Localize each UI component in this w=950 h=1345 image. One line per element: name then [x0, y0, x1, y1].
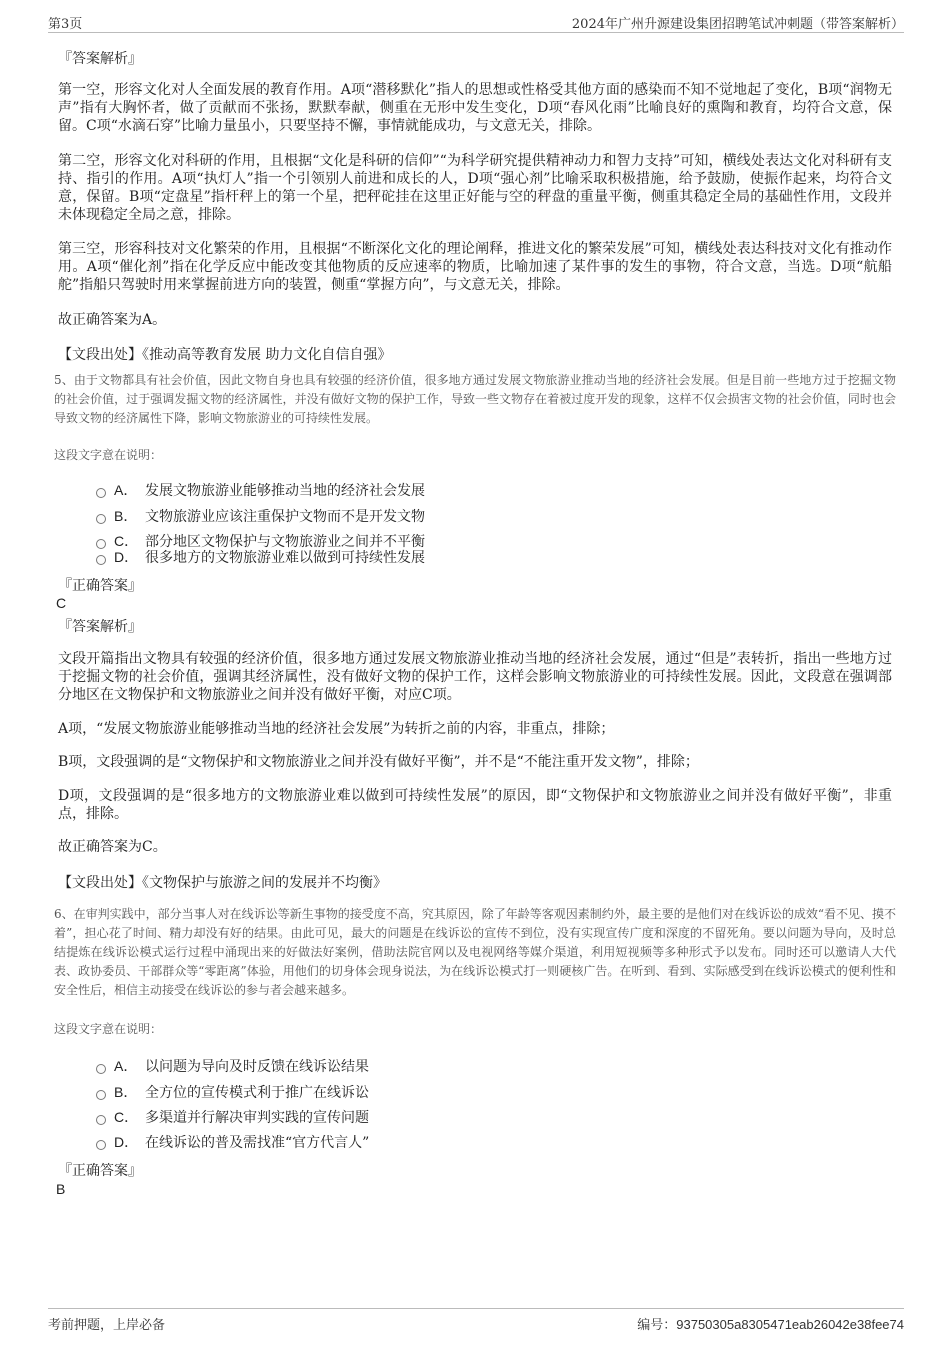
analysis-paragraph-3: B项，文段强调的是“文物保护和文物旅游业之间并没有做好平衡”，并不是“不能注重开发文物”，排除； [58, 754, 699, 770]
question-6-prompt: 这段文字意在说明： [54, 1022, 163, 1036]
page-number: 第3页 [48, 17, 83, 32]
correct-answer-value: C [56, 595, 67, 611]
passage-source: 【文段出处】《推动高等教育发展 助力文化自信自强》 [58, 347, 392, 363]
question-6-option-c[interactable]: C． 多渠道并行解决审判实践的宣传问题 [96, 1107, 369, 1127]
option-text: 文物旅游业应该注重保护文物而不是开发文物 [145, 509, 425, 525]
page-footer [48, 1308, 904, 1333]
document-code-label: 编号： [637, 1317, 677, 1332]
document-code [637, 1314, 904, 1333]
question-5-text: 5、由于文物都具有社会价值，因此文物自身也具有较强的经济价值，很多地方通过发展文物旅游业推动当地的经济社会发展。但是目前一些地方过于挖掘文物的社会价值，过于强调发掘文物的经济属性，并没有做好文物的保护工作，导致一些文物存在着被过度开发的现象，这样不仅会损害文物的社会价值，同时也会导致文物的经济属性下降，影响文物旅游业的可持续性发展。 [54, 373, 896, 425]
question-5-prompt: 这段文字意在说明： [54, 448, 163, 462]
radio-icon[interactable] [96, 1115, 106, 1125]
analysis-paragraph-3: 第三空，形容科技对文化繁荣的作用，且根据“不断深化文化的理论阐释，推进文化的繁荣发展”可知，横线处表达科技对文化有推动作用。A项“催化剂”指在化学反应中能改变其他物质的反应速率的物质，比喻加速了某件事的发生的事物，符合文意，当选。D项“航船舵”指船只驾驶时用来掌握前进方向的装置，侧重“掌握方向”，与文意无关，排除。 [58, 241, 892, 293]
radio-icon[interactable] [96, 555, 106, 565]
analysis-paragraph-4: D项，文段强调的是“很多地方的文物旅游业难以做到可持续性发展”的原因，即“文物保护和文物旅游业之间并没有做好平衡”，非重点，排除。 [58, 788, 892, 822]
radio-icon[interactable] [96, 1090, 106, 1100]
analysis-conclusion: 故正确答案为A。 [58, 312, 167, 328]
page-header [48, 10, 904, 33]
passage-source: 【文段出处】《文物保护与旅游之间的发展并不均衡》 [58, 875, 387, 891]
correct-answer-label: 『正确答案』 [58, 1163, 142, 1179]
analysis-paragraph-1: 第一空，形容文化对人全面发展的教育作用。A项“潜移默化”指人的思想或性格受其他方面的感染而不知不觉地起了变化，B项“润物无声”指有大胸怀者，做了贡献而不张扬，默默奉献，侧重在无形中发生变化，D项“春风化雨”比喻良好的熏陶和教育，均符合文意，保留。C项“水滴石穿”比喻力量虽小，只要坚持不懈，事情就能成功，与文意无关，排除。 [58, 82, 892, 134]
option-text: 发展文物旅游业能够推动当地的经济社会发展 [145, 483, 425, 499]
question-6-text: 6、在审判实践中，部分当事人对在线诉讼等新生事物的接受度不高，究其原因，除了年龄等客观因素制约外，最主要的是他们对在线诉讼的成效“看不见、摸不着”，担心花了时间、精力却没有好的结果。由此可见，最大的问题是在线诉讼的宣传不到位，没有实现宣传广度和深度的不留死角。要以问题为导向，及时总结提炼在线诉讼模式运行过程中涌现出来的好做法好案例，借助法院官网以及电视网络等媒介渠道，利用短视频等多种形式予以发布。同时还可以邀请人大代表、政协委员、干部群众等“零距离”体验，用他们的切身体会现身说法，为在线诉讼模式打一则硬核广告。在听到、看到、实际感受到在线诉讼模式的便利性和安全性后，相信主动接受在线诉讼的参与者会越来越多。 [54, 907, 896, 997]
analysis-conclusion: 故正确答案为C。 [58, 839, 167, 855]
question-5-option-d[interactable]: D． 很多地方的文物旅游业难以做到可持续性发展 [96, 547, 425, 567]
question-5-option-a[interactable]: A． 发展文物旅游业能够推动当地的经济社会发展 [96, 480, 425, 500]
question-6-option-b[interactable]: B． 全方位的宣传模式利于推广在线诉讼 [96, 1082, 369, 1102]
analysis-label: 『答案解析』 [58, 51, 142, 67]
option-text: 多渠道并行解决审判实践的宣传问题 [145, 1110, 369, 1126]
analysis-paragraph-2: A项，“发展文物旅游业能够推动当地的经济社会发展”为转折之前的内容，非重点，排除； [58, 721, 615, 737]
correct-answer-value: B [56, 1181, 66, 1197]
option-text: 部分地区文物保护与文物旅游业之间并不平衡 [145, 534, 425, 550]
option-text: 全方位的宣传模式利于推广在线诉讼 [145, 1085, 369, 1101]
question-6-option-d[interactable]: D． 在线诉讼的普及需找准“官方代言人” [96, 1132, 369, 1152]
radio-icon[interactable] [96, 1064, 106, 1074]
footer-slogan: 考前押题，上岸必备 [48, 1318, 166, 1333]
question-5-option-b[interactable]: B． 文物旅游业应该注重保护文物而不是开发文物 [96, 506, 425, 526]
radio-icon[interactable] [96, 488, 106, 498]
analysis-paragraph-2: 第二空，形容文化对科研的作用，且根据“文化是科研的信仰”“为科学研究提供精神动力和智力支持”可知，横线处表达文化对科研有支持、指引的作用。A项“执灯人”指一个引领别人前进和成长的人，D项“强心剂”比喻采取积极措施，给予鼓励，使振作起来，均符合文意，保留。B项“定盘星”指杆秤上的第一个星，把秤砣挂在这里正好能与空的秤盘的重量平衡，侧重其稳定全局的基础性作用，文段并未体现稳定全局之意，排除。 [58, 153, 892, 223]
option-text: 在线诉讼的普及需找准“官方代言人” [145, 1135, 370, 1151]
option-text: 很多地方的文物旅游业难以做到可持续性发展 [145, 550, 425, 566]
question-6-option-a[interactable]: A． 以问题为导向及时反馈在线诉讼结果 [96, 1056, 369, 1076]
document-code-value: 93750305a8305471eab26042e38fee74 [676, 1317, 904, 1332]
analysis-label: 『答案解析』 [58, 619, 142, 635]
analysis-paragraph-1: 文段开篇指出文物具有较强的经济价值，很多地方通过发展文物旅游业推动当地的经济社会发展，通过“但是”表转折，指出一些地方过于挖掘文物的社会价值，强调其经济属性，没有做好文物的保护工作，这样会影响文物旅游业的可持续性发展。因此，文段意在强调部分地区在文物保护和文物旅游业之间并没有做好平衡，对应C项。 [58, 651, 892, 703]
correct-answer-label: 『正确答案』 [58, 578, 142, 594]
option-text: 以问题为导向及时反馈在线诉讼结果 [145, 1059, 369, 1075]
radio-icon[interactable] [96, 1140, 106, 1150]
radio-icon[interactable] [96, 514, 106, 524]
question-5-option-c[interactable]: C． 部分地区文物保护与文物旅游业之间并不平衡 [96, 531, 425, 551]
document-title: 2024年广州升源建设集团招聘笔试冲刺题（带答案解析） [571, 17, 904, 32]
